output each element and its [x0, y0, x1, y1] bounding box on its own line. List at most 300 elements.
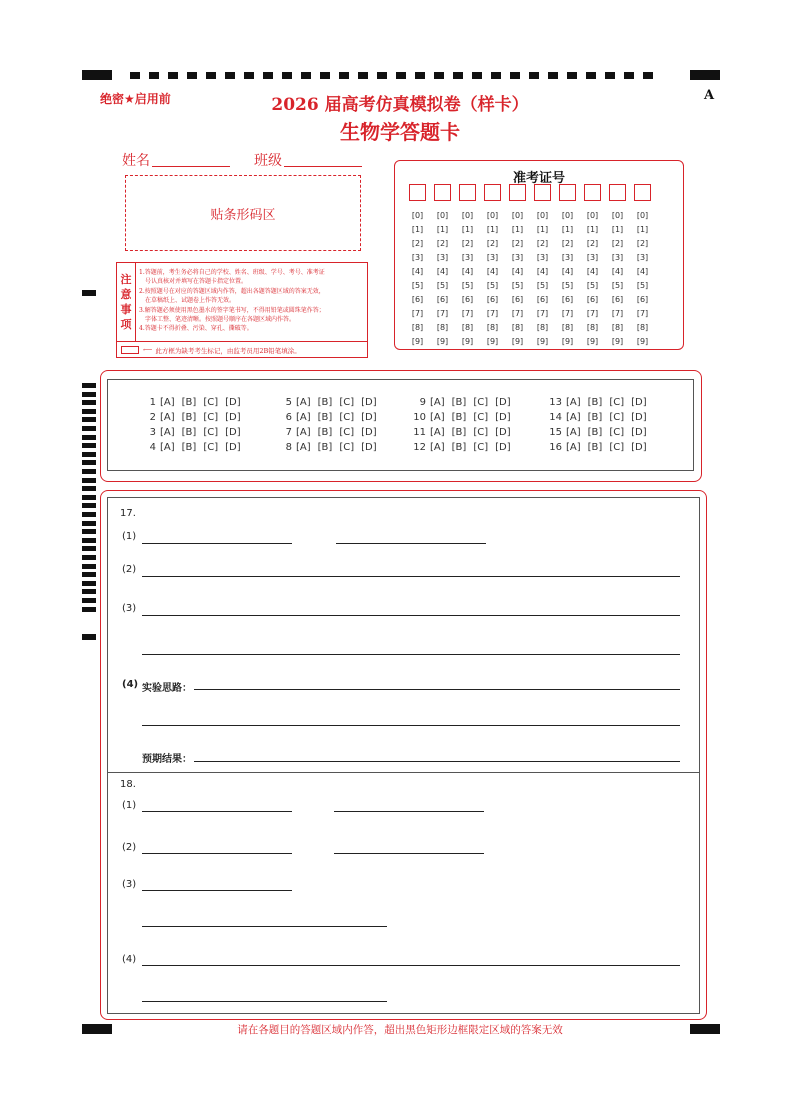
mc-option-bubble[interactable]: [A]	[160, 397, 175, 408]
mc-option-bubble[interactable]: [A]	[566, 412, 581, 423]
mc-option-bubble[interactable]: [C]	[203, 427, 219, 438]
exam-digit-bubble[interactable]: [6]	[636, 295, 649, 304]
exam-digit-bubble[interactable]: [9]	[511, 337, 524, 346]
exam-digit-bubble[interactable]: [4]	[611, 267, 624, 276]
side-mark	[82, 478, 96, 483]
mc-option-bubble[interactable]: [B]	[587, 412, 603, 423]
mc-option-bubble[interactable]: [A]	[160, 412, 175, 423]
q17-part1-line-a[interactable]	[142, 543, 292, 544]
mc-question-row	[546, 427, 654, 438]
exam-digit-bubble[interactable]: [2]	[511, 239, 524, 248]
mc-option-bubble[interactable]: [A]	[160, 442, 175, 453]
mc-question-row	[276, 427, 384, 438]
exam-digit-bubble[interactable]: [0]	[561, 211, 574, 220]
q18-part1-line-b[interactable]	[334, 811, 484, 812]
exam-digit-bubble[interactable]: [2]	[561, 239, 574, 248]
mc-option-bubble[interactable]: [C]	[203, 412, 219, 423]
exam-digit-bubble[interactable]: [7]	[561, 309, 574, 318]
mc-question-row	[546, 442, 654, 453]
mc-option-bubble[interactable]: [B]	[587, 427, 603, 438]
q17-part2-line[interactable]	[142, 576, 680, 577]
answer-section	[100, 490, 707, 1020]
side-mark	[82, 512, 96, 517]
exam-digit-bubble[interactable]: [8]	[461, 323, 474, 332]
q17-idea-label: 实验思路：	[142, 683, 192, 694]
class-label: 班级	[254, 153, 282, 169]
exam-digit-box[interactable]	[634, 184, 651, 201]
mc-option-bubble[interactable]: [D]	[631, 397, 647, 408]
corner-mark-top-right	[690, 70, 720, 80]
exam-digit-bubble[interactable]: [2]	[536, 239, 549, 248]
exam-digit-bubble[interactable]: [4]	[411, 267, 424, 276]
mc-option-bubble[interactable]: [D]	[361, 427, 377, 438]
exam-digit-bubble[interactable]: [8]	[536, 323, 549, 332]
side-mark	[82, 546, 96, 551]
exam-digit-bubble[interactable]: [1]	[611, 225, 624, 234]
mc-question-row	[140, 442, 248, 453]
exam-digit-bubble[interactable]: [5]	[486, 281, 499, 290]
mc-option-bubble[interactable]: [C]	[609, 442, 625, 453]
exam-digit-bubble[interactable]: [6]	[611, 295, 624, 304]
q17-number: 17.	[120, 508, 136, 519]
exam-digit-bubble[interactable]: [7]	[536, 309, 549, 318]
exam-digit-bubble[interactable]: [8]	[561, 323, 574, 332]
timing-mark-row	[130, 72, 680, 79]
exam-digit-bubble[interactable]: [0]	[611, 211, 624, 220]
exam-digit-bubble[interactable]: [1]	[636, 225, 649, 234]
notice-line: 字体工整、笔迹清晰。按照题号顺序在各题区域内作答。	[145, 316, 296, 324]
mc-option-bubble[interactable]: [B]	[181, 442, 197, 453]
mc-question-row	[140, 427, 248, 438]
mc-option-bubble[interactable]: [B]	[181, 427, 197, 438]
exam-digit-bubble[interactable]: [4]	[561, 267, 574, 276]
mc-option-bubble[interactable]: [D]	[361, 442, 377, 453]
mc-option-bubble[interactable]: [D]	[225, 442, 241, 453]
q17-result-line[interactable]	[194, 761, 680, 762]
exam-digit-bubble[interactable]: [4]	[511, 267, 524, 276]
exam-digit-bubble[interactable]: [8]	[611, 323, 624, 332]
exam-digit-bubble[interactable]: [1]	[561, 225, 574, 234]
exam-digit-bubble[interactable]: [2]	[611, 239, 624, 248]
exam-digit-bubble[interactable]: [1]	[511, 225, 524, 234]
exam-digit-bubble[interactable]: [3]	[586, 253, 599, 262]
mc-option-bubble[interactable]: [C]	[473, 397, 489, 408]
exam-digit-bubble[interactable]: [1]	[586, 225, 599, 234]
exam-digit-box[interactable]	[584, 184, 601, 201]
exam-digit-bubble[interactable]: [9]	[436, 337, 449, 346]
side-mark	[82, 417, 96, 422]
exam-digit-box[interactable]	[534, 184, 551, 201]
barcode-area	[125, 175, 361, 251]
mc-option-bubble[interactable]: [D]	[225, 427, 241, 438]
exam-digit-column	[459, 209, 476, 349]
q18-part2-line-b[interactable]	[334, 853, 484, 854]
exam-digit-bubble[interactable]: [0]	[536, 211, 549, 220]
mc-option-bubble[interactable]: [B]	[317, 442, 333, 453]
exam-number-grid	[409, 209, 651, 349]
exam-digit-bubble[interactable]: [8]	[436, 323, 449, 332]
footer-note: 请在各题目的答题区域内作答，超出黑色矩形边框限定区域的答案无效	[237, 1024, 563, 1036]
q18-part4-line-a[interactable]	[142, 965, 680, 966]
arrow-left-icon: ⟵	[143, 346, 153, 354]
mc-option-bubble[interactable]: [C]	[473, 427, 489, 438]
q18-part3-line-b[interactable]	[142, 926, 387, 927]
mc-option-bubble[interactable]: [D]	[225, 397, 241, 408]
exam-digit-bubble[interactable]: [2]	[636, 239, 649, 248]
q18-part3-label: (3)	[122, 879, 137, 890]
mc-option-bubble[interactable]: [C]	[473, 412, 489, 423]
corner-mark-top-left	[82, 70, 112, 80]
side-mark	[82, 443, 96, 448]
class-field[interactable]	[284, 150, 362, 167]
mc-option-bubble[interactable]: [A]	[296, 442, 311, 453]
q17-idea-line-a[interactable]	[194, 689, 680, 690]
mc-question-number: 1	[149, 397, 156, 408]
q18-part3-line-a[interactable]	[142, 890, 292, 891]
mc-question-number: 7	[285, 427, 292, 438]
q17-part2-label: (2)	[122, 564, 137, 575]
exam-digit-bubble[interactable]: [2]	[461, 239, 474, 248]
exam-digit-bubble[interactable]: [6]	[511, 295, 524, 304]
q18-part4-line-b[interactable]	[142, 1001, 387, 1002]
exam-digit-bubble[interactable]: [8]	[636, 323, 649, 332]
mc-question-number: 6	[285, 412, 292, 423]
q18-number: 18.	[120, 779, 136, 790]
exam-digit-bubble[interactable]: [0]	[586, 211, 599, 220]
side-mark	[82, 555, 96, 560]
mc-option-bubble[interactable]: [A]	[430, 412, 445, 423]
notice-line: 1.答题前，考生务必将自己的学校、姓名、班级、学号、考号、准考证	[139, 269, 325, 276]
exam-digit-bubble[interactable]: [9]	[461, 337, 474, 346]
exam-digit-bubble[interactable]: [3]	[636, 253, 649, 262]
q17-part1-line-b[interactable]	[336, 543, 486, 544]
exam-digit-bubble[interactable]: [5]	[536, 281, 549, 290]
mc-option-bubble[interactable]: [C]	[339, 412, 355, 423]
exam-digit-bubble[interactable]: [0]	[436, 211, 449, 220]
mc-option-bubble[interactable]: [B]	[451, 442, 467, 453]
mc-question-number: 5	[285, 397, 292, 408]
exam-digit-bubble[interactable]: [3]	[536, 253, 549, 262]
mc-option-bubble[interactable]: [B]	[587, 442, 603, 453]
exam-digit-bubble[interactable]: [6]	[536, 295, 549, 304]
exam-digit-bubble[interactable]: [2]	[411, 239, 424, 248]
notice-line: 3.解答题必须使用黑色墨水的签字笔书写，不得用铅笔或圆珠笔作答；	[139, 306, 325, 314]
mc-option-bubble[interactable]: [D]	[361, 397, 377, 408]
mc-question-row	[140, 397, 248, 408]
side-mark	[82, 538, 96, 543]
exam-digit-bubble[interactable]: [1]	[436, 225, 449, 234]
mc-question-row	[140, 412, 248, 423]
subject-title: 生物学答题卡	[340, 120, 460, 144]
mc-option-bubble[interactable]: [C]	[609, 412, 625, 423]
side-mark	[82, 572, 96, 577]
exam-digit-bubble[interactable]: [9]	[536, 337, 549, 346]
mc-option-bubble[interactable]: [C]	[609, 397, 625, 408]
mc-option-bubble[interactable]: [C]	[609, 427, 625, 438]
exam-digit-bubble[interactable]: [9]	[636, 337, 649, 346]
mc-option-bubble[interactable]: [D]	[495, 442, 511, 453]
mc-option-bubble[interactable]: [B]	[451, 397, 467, 408]
exam-digit-box[interactable]	[459, 184, 476, 201]
mc-question-number: 14	[549, 412, 562, 423]
answer-area	[107, 497, 700, 1014]
exam-digit-bubble[interactable]: [6]	[436, 295, 449, 304]
exam-digit-bubble[interactable]: [5]	[561, 281, 574, 290]
mc-option-bubble[interactable]: [C]	[203, 442, 219, 453]
exam-digit-column	[434, 209, 451, 349]
exam-digit-bubble[interactable]: [9]	[586, 337, 599, 346]
exam-digit-bubble[interactable]: [4]	[536, 267, 549, 276]
mc-question-row	[410, 427, 518, 438]
q17-part3-label: (3)	[122, 603, 137, 614]
mc-question-row	[546, 397, 654, 408]
exam-digit-bubble[interactable]: [5]	[611, 281, 624, 290]
exam-digit-bubble[interactable]: [9]	[486, 337, 499, 346]
exam-digit-bubble[interactable]: [1]	[536, 225, 549, 234]
exam-digit-bubble[interactable]: [8]	[586, 323, 599, 332]
exam-digit-box[interactable]	[509, 184, 526, 201]
mc-option-bubble[interactable]: [C]	[339, 427, 355, 438]
exam-digit-bubble[interactable]: [5]	[411, 281, 424, 290]
side-mark	[82, 521, 96, 526]
mc-question-row	[546, 412, 654, 423]
mc-option-bubble[interactable]: [B]	[587, 397, 603, 408]
exam-digit-bubble[interactable]: [1]	[486, 225, 499, 234]
exam-digit-bubble[interactable]: [5]	[586, 281, 599, 290]
mc-question-row	[410, 442, 518, 453]
side-mark	[82, 495, 96, 500]
q17-part1-label: (1)	[122, 531, 137, 542]
notice-line: 4.答题卡不得折叠、污染、穿孔、撕破等。	[139, 325, 253, 333]
side-mark	[82, 581, 96, 586]
mc-option-bubble[interactable]: [B]	[451, 427, 467, 438]
mc-option-bubble[interactable]: [D]	[495, 397, 511, 408]
exam-digit-box[interactable]	[484, 184, 501, 201]
exam-digit-bubble[interactable]: [5]	[636, 281, 649, 290]
exam-digit-bubble[interactable]: [7]	[461, 309, 474, 318]
q18-part4-label: (4)	[122, 954, 137, 965]
exam-digit-bubble[interactable]: [2]	[486, 239, 499, 248]
mc-option-bubble[interactable]: [C]	[203, 397, 219, 408]
mc-question-number: 3	[149, 427, 156, 438]
mc-option-bubble[interactable]: [D]	[225, 412, 241, 423]
mc-question-number: 9	[419, 397, 426, 408]
mc-option-bubble[interactable]: [B]	[317, 427, 333, 438]
side-mark	[82, 383, 96, 388]
mc-question-number: 12	[413, 442, 426, 453]
exam-digit-box[interactable]	[559, 184, 576, 201]
mc-question-number: 15	[549, 427, 562, 438]
side-mark	[82, 589, 96, 594]
exam-digit-bubble[interactable]: [0]	[461, 211, 474, 220]
notice-line: 在草稿纸上、试题卷上作答无效。	[145, 297, 236, 305]
exam-digit-bubble[interactable]: [3]	[461, 253, 474, 262]
exam-digit-bubble[interactable]: [6]	[461, 295, 474, 304]
side-mark	[82, 634, 96, 640]
mc-option-bubble[interactable]: [B]	[451, 412, 467, 423]
exam-digit-bubble[interactable]: [5]	[461, 281, 474, 290]
absent-mark-row	[117, 341, 367, 358]
mc-option-bubble[interactable]: [D]	[495, 427, 511, 438]
mc-option-bubble[interactable]: [A]	[430, 397, 445, 408]
mc-option-bubble[interactable]: [D]	[495, 412, 511, 423]
side-mark	[82, 435, 96, 440]
exam-digit-bubble[interactable]: [7]	[486, 309, 499, 318]
exam-digit-bubble[interactable]: [9]	[411, 337, 424, 346]
exam-digit-column	[409, 209, 426, 349]
q17-part3-line-a[interactable]	[142, 615, 680, 616]
q17-part4-label: (4)	[122, 679, 139, 690]
mc-question-row	[276, 412, 384, 423]
exam-digit-bubble[interactable]: [7]	[611, 309, 624, 318]
name-label: 姓名	[122, 153, 150, 169]
exam-digit-column	[534, 209, 551, 349]
exam-digit-bubble[interactable]: [6]	[586, 295, 599, 304]
exam-number-block	[394, 160, 684, 350]
mc-option-bubble[interactable]: [A]	[566, 442, 581, 453]
mc-option-bubble[interactable]: [B]	[317, 412, 333, 423]
version-tag: A	[704, 88, 715, 103]
exam-digit-bubble[interactable]: [4]	[486, 267, 499, 276]
mc-option-bubble[interactable]: [D]	[631, 412, 647, 423]
side-mark	[82, 503, 96, 508]
exam-digit-bubble[interactable]: [3]	[511, 253, 524, 262]
side-mark	[82, 607, 96, 612]
exam-digit-bubble[interactable]: [8]	[511, 323, 524, 332]
notice-box	[116, 262, 368, 358]
exam-digit-column	[509, 209, 526, 349]
multiple-choice-section	[100, 370, 702, 482]
exam-digit-bubble[interactable]: [6]	[486, 295, 499, 304]
mc-option-bubble[interactable]: [B]	[181, 412, 197, 423]
exam-digit-box[interactable]	[434, 184, 451, 201]
mc-question-number: 11	[413, 427, 426, 438]
side-mark	[82, 529, 96, 534]
exam-digit-bubble[interactable]: [2]	[586, 239, 599, 248]
side-mark	[82, 460, 96, 465]
exam-digit-bubble[interactable]: [0]	[511, 211, 524, 220]
exam-digit-bubble[interactable]: [0]	[486, 211, 499, 220]
exam-digit-bubble[interactable]: [3]	[611, 253, 624, 262]
side-mark	[82, 452, 96, 457]
notice-char: 项	[120, 318, 132, 331]
exam-digit-bubble[interactable]: [2]	[436, 239, 449, 248]
q18-part2-line-a[interactable]	[142, 853, 292, 854]
exam-digit-bubble[interactable]: [9]	[561, 337, 574, 346]
mc-question-number: 13	[549, 397, 562, 408]
notice-text	[139, 268, 365, 334]
mc-option-bubble[interactable]: [A]	[296, 427, 311, 438]
mc-question-number: 16	[549, 442, 562, 453]
question-divider	[108, 772, 699, 773]
mc-option-bubble[interactable]: [A]	[566, 397, 581, 408]
mc-option-bubble[interactable]: [D]	[631, 427, 647, 438]
exam-digit-bubble[interactable]: [4]	[436, 267, 449, 276]
exam-digit-bubble[interactable]: [7]	[436, 309, 449, 318]
exam-digit-bubble[interactable]: [7]	[636, 309, 649, 318]
q17-part3-line-b[interactable]	[142, 654, 680, 655]
exam-digit-box[interactable]	[409, 184, 426, 201]
exam-digit-box[interactable]	[609, 184, 626, 201]
mc-question-row	[276, 442, 384, 453]
exam-digit-bubble[interactable]: [7]	[511, 309, 524, 318]
notice-side-label	[117, 263, 136, 341]
mc-option-bubble[interactable]: [B]	[317, 397, 333, 408]
mc-option-bubble[interactable]: [D]	[361, 412, 377, 423]
side-mark	[82, 598, 96, 603]
exam-digit-bubble[interactable]: [3]	[561, 253, 574, 262]
mc-option-bubble[interactable]: [C]	[473, 442, 489, 453]
q18-part1-line-a[interactable]	[142, 811, 292, 812]
exam-digit-bubble[interactable]: [0]	[636, 211, 649, 220]
exam-digit-bubble[interactable]: [6]	[411, 295, 424, 304]
exam-digit-bubble[interactable]: [6]	[561, 295, 574, 304]
mc-question-number: 10	[413, 412, 426, 423]
mc-question-number: 2	[149, 412, 156, 423]
exam-title: 2026 届高考仿真模拟卷（样卡）	[271, 95, 529, 115]
mc-option-bubble[interactable]: [A]	[430, 442, 445, 453]
exam-digit-bubble[interactable]: [7]	[586, 309, 599, 318]
mc-question-number: 8	[285, 442, 292, 453]
exam-digit-bubble[interactable]: [0]	[411, 211, 424, 220]
exam-digit-bubble[interactable]: [5]	[511, 281, 524, 290]
absent-note: 此方框为缺考考生标记，由监考员用2B铅笔填涂。	[155, 346, 301, 355]
exam-digit-column	[559, 209, 576, 349]
mc-option-bubble[interactable]: [A]	[430, 427, 445, 438]
mc-option-bubble[interactable]: [A]	[296, 397, 311, 408]
mc-option-bubble[interactable]: [C]	[339, 442, 355, 453]
side-mark	[82, 290, 96, 296]
exam-digit-bubble[interactable]: [4]	[586, 267, 599, 276]
mc-question-number: 4	[149, 442, 156, 453]
exam-digit-column	[634, 209, 651, 349]
mc-question-row	[410, 412, 518, 423]
exam-digit-bubble[interactable]: [8]	[411, 323, 424, 332]
mc-option-bubble[interactable]: [B]	[181, 397, 197, 408]
exam-digit-bubble[interactable]: [1]	[411, 225, 424, 234]
mc-question-row	[410, 397, 518, 408]
side-mark	[82, 564, 96, 569]
notice-line: 号认真核对并填写在答题卡指定位置。	[145, 278, 248, 286]
barcode-label: 贴条形码区	[210, 207, 276, 223]
secret-label: 绝密★启用前	[100, 92, 171, 106]
exam-digit-bubble[interactable]: [9]	[611, 337, 624, 346]
mc-option-bubble[interactable]: [C]	[339, 397, 355, 408]
exam-digit-bubble[interactable]: [4]	[636, 267, 649, 276]
q18-part2-label: (2)	[122, 842, 137, 853]
exam-digit-bubble[interactable]: [5]	[436, 281, 449, 290]
notice-char: 意	[120, 288, 132, 301]
mc-option-bubble[interactable]: [A]	[296, 412, 311, 423]
exam-digit-column	[584, 209, 601, 349]
mc-option-bubble[interactable]: [A]	[160, 427, 175, 438]
exam-digit-bubble[interactable]: [1]	[461, 225, 474, 234]
mc-option-bubble[interactable]: [D]	[631, 442, 647, 453]
q17-idea-line-b[interactable]	[142, 725, 680, 726]
exam-digit-bubble[interactable]: [7]	[411, 309, 424, 318]
exam-number-title: 准考证号	[512, 171, 565, 186]
exam-digit-bubble[interactable]: [8]	[486, 323, 499, 332]
mc-option-bubble[interactable]: [A]	[566, 427, 581, 438]
exam-digit-bubble[interactable]: [3]	[486, 253, 499, 262]
exam-digit-bubble[interactable]: [4]	[461, 267, 474, 276]
exam-digit-bubble[interactable]: [3]	[436, 253, 449, 262]
exam-digit-bubble[interactable]: [3]	[411, 253, 424, 262]
side-mark	[82, 392, 96, 397]
absent-checkbox[interactable]	[121, 346, 139, 354]
name-field[interactable]	[152, 150, 230, 167]
side-mark	[82, 469, 96, 474]
